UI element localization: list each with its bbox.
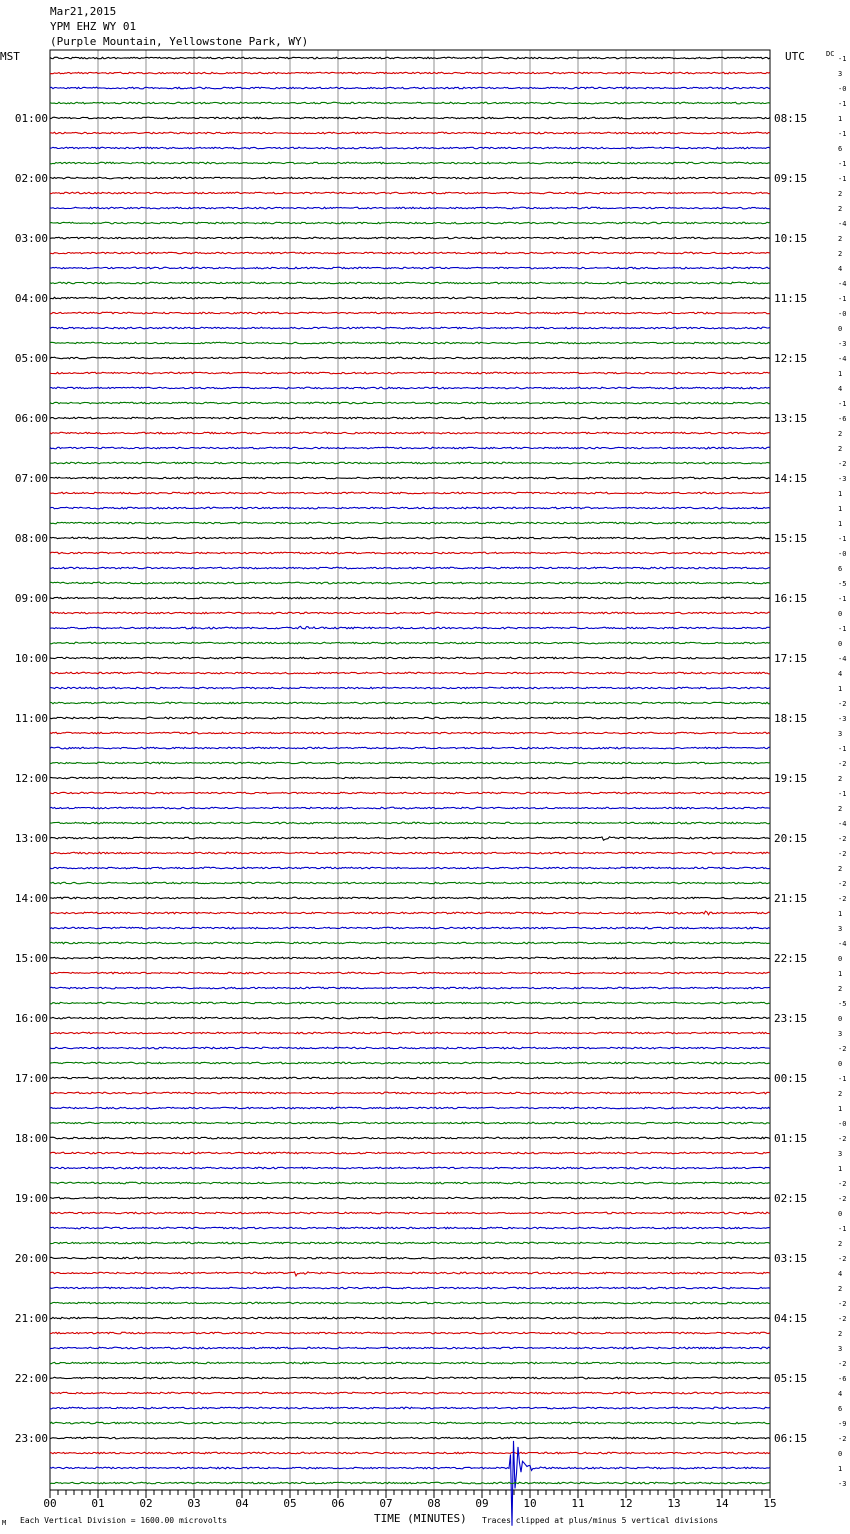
dc-offset-label: -2	[838, 835, 847, 843]
dc-offset-label: 4	[838, 1390, 843, 1398]
utc-hour-label: 17:15	[774, 652, 808, 665]
dc-offset-label: 2	[838, 445, 843, 453]
dc-offset-label: 1	[838, 490, 843, 498]
dc-offset-label: 0	[838, 955, 843, 963]
trace-line	[50, 582, 770, 584]
trace-line	[50, 807, 770, 809]
trace-line	[50, 537, 770, 539]
trace-line	[50, 822, 770, 824]
utc-hour-label: 06:15	[774, 1432, 808, 1445]
trace-line	[50, 447, 770, 449]
utc-hour-label: 03:15	[774, 1252, 808, 1265]
dc-offset-label: -1	[838, 160, 847, 168]
dc-offset-label: -2	[838, 700, 847, 708]
trace-line	[50, 147, 770, 149]
trace-line	[50, 507, 770, 509]
utc-hour-label: 13:15	[774, 412, 808, 425]
dc-offset-label: -5	[838, 580, 847, 588]
mst-hour-label: 14:00	[14, 892, 48, 905]
dc-offset-label: 2	[838, 1330, 843, 1338]
dc-offset-label: 3	[838, 925, 843, 933]
dc-offset-label: -2	[838, 1255, 847, 1263]
utc-hour-label: 01:15	[774, 1132, 808, 1145]
utc-hour-label: 05:15	[774, 1372, 808, 1385]
trace-line	[50, 1182, 770, 1184]
dc-offset-label: 1	[838, 115, 843, 123]
mst-hour-label: 19:00	[14, 1192, 48, 1205]
dc-offset-label: 1	[838, 910, 843, 918]
trace-line	[50, 942, 770, 944]
dc-offset-label: 3	[838, 1030, 843, 1038]
mst-hour-label: 12:00	[14, 772, 48, 785]
trace-line	[50, 717, 770, 719]
trace-line	[50, 1062, 770, 1064]
mst-hour-label: 01:00	[14, 112, 48, 125]
dc-offset-label: 2	[838, 190, 843, 198]
x-tick-label: 07	[379, 1497, 393, 1510]
mst-hour-label: 05:00	[14, 352, 48, 365]
dc-offset-label: 0	[838, 325, 843, 333]
scale-note: Each Vertical Division = 1600.00 microvolts	[20, 1516, 228, 1525]
trace-line	[50, 162, 770, 164]
trace-line	[50, 1092, 770, 1094]
utc-hour-label: 19:15	[774, 772, 808, 785]
trace-line	[50, 747, 770, 749]
trace-line	[50, 1227, 770, 1229]
plot-date: Mar21,2015	[50, 5, 117, 18]
trace-line	[50, 357, 770, 359]
utc-hour-label: 00:15	[774, 1072, 808, 1085]
trace-line	[50, 267, 770, 269]
trace-line	[50, 642, 770, 644]
mst-hour-label: 13:00	[14, 832, 48, 845]
dc-offset-label: -1	[838, 130, 847, 138]
dc-offset-label: -1	[838, 175, 847, 183]
trace-line	[50, 1002, 770, 1004]
dc-offset-label: -6	[838, 1375, 847, 1383]
trace-line	[50, 1077, 770, 1079]
utc-hour-label: 18:15	[774, 712, 808, 725]
dc-offset-label: 1	[838, 1105, 843, 1113]
x-tick-label: 01	[91, 1497, 105, 1510]
dc-offset-label: -3	[838, 340, 847, 348]
trace-line	[50, 1347, 770, 1349]
trace-line	[50, 1107, 770, 1109]
dc-offset-label: -3	[838, 715, 847, 723]
mst-hour-label: 08:00	[14, 532, 48, 545]
trace-line	[50, 612, 770, 614]
trace-line	[50, 927, 770, 929]
mst-hour-label: 23:00	[14, 1432, 48, 1445]
dc-offset-label: 1	[838, 970, 843, 978]
trace-line	[50, 87, 770, 89]
dc-offset-label: -2	[838, 1300, 847, 1308]
mst-hour-label: 02:00	[14, 172, 48, 185]
dc-offset-label: 3	[838, 1150, 843, 1158]
dc-offset-label: -6	[838, 415, 847, 423]
dc-offset-label: -1	[838, 400, 847, 408]
dc-offset-label: 2	[838, 865, 843, 873]
dc-offset-label: -2	[838, 895, 847, 903]
dc-offset-label: 4	[838, 670, 843, 678]
clip-note: Traces clipped at plus/minus 5 vertical divisions	[482, 1516, 719, 1525]
utc-axis-label: UTC	[785, 50, 805, 63]
trace-line	[50, 1197, 770, 1199]
trace-line	[50, 1362, 770, 1364]
x-tick-label: 10	[523, 1497, 537, 1510]
utc-hour-label: 12:15	[774, 352, 808, 365]
dc-offset-label: -4	[838, 820, 847, 828]
x-tick-label: 15	[763, 1497, 777, 1510]
trace-line	[50, 1122, 770, 1124]
mst-hour-label: 21:00	[14, 1312, 48, 1325]
trace-line	[50, 957, 770, 959]
station-location: (Purple Mountain, Yellowstone Park, WY)	[50, 35, 309, 48]
dc-offset-label: -3	[838, 1480, 847, 1488]
dc-offset-label: -2	[838, 1135, 847, 1143]
utc-hour-label: 16:15	[774, 592, 808, 605]
dc-offset-label: -2	[838, 880, 847, 888]
utc-hour-label: 15:15	[774, 532, 808, 545]
trace-line	[50, 837, 770, 840]
dc-offset-label: 0	[838, 1210, 843, 1218]
dc-offset-label: -0	[838, 85, 847, 93]
trace-line	[50, 387, 770, 389]
dc-offset-label: 1	[838, 1165, 843, 1173]
mst-hour-label: 17:00	[14, 1072, 48, 1085]
trace-line	[50, 417, 770, 419]
utc-hour-label: 04:15	[774, 1312, 808, 1325]
trace-line	[50, 792, 770, 794]
dc-offset-label: -4	[838, 220, 847, 228]
trace-line	[50, 1152, 770, 1154]
trace-line	[50, 1437, 770, 1439]
trace-line	[50, 777, 770, 779]
trace-line	[50, 477, 770, 479]
dc-offset-label: -1	[838, 100, 847, 108]
utc-hour-label: 10:15	[774, 232, 808, 245]
trace-line	[50, 987, 770, 989]
trace-line	[50, 1392, 770, 1394]
trace-line	[50, 132, 770, 134]
trace-line	[50, 372, 770, 374]
trace-line	[50, 732, 770, 734]
x-tick-label: 06	[331, 1497, 345, 1510]
trace-line	[50, 972, 770, 974]
trace-line	[50, 102, 770, 104]
trace-line	[50, 237, 770, 239]
dc-offset-label: 4	[838, 385, 843, 393]
dc-offset-label: 0	[838, 1450, 843, 1458]
dc-offset-label: 2	[838, 250, 843, 258]
dc-offset-label: 2	[838, 205, 843, 213]
dc-offset-label: 3	[838, 730, 843, 738]
mst-hour-label: 11:00	[14, 712, 48, 725]
trace-line	[50, 911, 770, 915]
trace-line	[50, 117, 770, 119]
trace-line	[50, 687, 770, 689]
dc-offset-label: -1	[838, 1225, 847, 1233]
plot-frame	[50, 50, 770, 1490]
trace-line	[50, 1212, 770, 1214]
dc-offset-label: -3	[838, 475, 847, 483]
trace-line	[50, 626, 770, 629]
trace-line	[50, 1407, 770, 1409]
dc-offset-label: 2	[838, 1090, 843, 1098]
trace-line	[50, 1272, 770, 1276]
trace-line	[50, 327, 770, 329]
dc-offset-label: -4	[838, 940, 847, 948]
dc-offset-label: 2	[838, 1285, 843, 1293]
dc-offset-label: -2	[838, 1180, 847, 1188]
dc-offset-label: -1	[838, 790, 847, 798]
utc-hour-label: 09:15	[774, 172, 808, 185]
trace-line	[50, 522, 770, 524]
mst-hour-label: 16:00	[14, 1012, 48, 1025]
dc-offset-label: -4	[838, 655, 847, 663]
dc-offset-label: -1	[838, 595, 847, 603]
dc-offset-label: -2	[838, 1045, 847, 1053]
trace-line	[50, 402, 770, 404]
utc-hour-label: 23:15	[774, 1012, 808, 1025]
utc-hour-label: 11:15	[774, 292, 808, 305]
dc-offset-label: 0	[838, 640, 843, 648]
dc-offset-label: -2	[838, 760, 847, 768]
trace-line	[50, 762, 770, 764]
mst-hour-label: 20:00	[14, 1252, 48, 1265]
dc-offset-label: 6	[838, 145, 843, 153]
trace-line	[50, 657, 770, 659]
x-tick-label: 00	[43, 1497, 57, 1510]
dc-offset-label: -2	[838, 1360, 847, 1368]
dc-offset-label: 4	[838, 265, 843, 273]
utc-hour-label: 22:15	[774, 952, 808, 965]
dc-offset-label: 2	[838, 430, 843, 438]
dc-offset-label: 0	[838, 1015, 843, 1023]
trace-line	[50, 702, 770, 704]
trace-line	[50, 462, 770, 464]
x-tick-label: 13	[667, 1497, 681, 1510]
x-tick-label: 03	[187, 1497, 201, 1510]
dc-offset-label: -2	[838, 1195, 847, 1203]
x-tick-label: 12	[619, 1497, 633, 1510]
mst-hour-label: 09:00	[14, 592, 48, 605]
dc-offset-label: -4	[838, 355, 847, 363]
mst-hour-label: 15:00	[14, 952, 48, 965]
trace-line	[50, 882, 770, 884]
x-axis-title: TIME (MINUTES)	[374, 1512, 467, 1525]
trace-line	[50, 432, 770, 434]
trace-line	[50, 177, 770, 179]
utc-hour-label: 08:15	[774, 112, 808, 125]
trace-line	[50, 1257, 770, 1259]
trace-line	[50, 1287, 770, 1289]
x-tick-label: 09	[475, 1497, 489, 1510]
dc-offset-label: 3	[838, 1345, 843, 1353]
utc-hour-label: 20:15	[774, 832, 808, 845]
trace-line	[50, 1047, 770, 1049]
trace-line	[50, 897, 770, 899]
trace-line	[50, 1137, 770, 1139]
dc-offset-label: 1	[838, 520, 843, 528]
utc-hour-label: 02:15	[774, 1192, 808, 1205]
dc-offset-label: 1	[838, 1465, 843, 1473]
dc-offset-label: -1	[838, 295, 847, 303]
dc-offset-label: 2	[838, 235, 843, 243]
x-tick-label: 02	[139, 1497, 153, 1510]
trace-line	[50, 222, 770, 224]
corner-mark: M	[2, 1519, 7, 1527]
trace-line	[50, 1377, 770, 1379]
trace-line	[50, 1302, 770, 1304]
trace-line	[50, 282, 770, 284]
x-tick-label: 05	[283, 1497, 297, 1510]
trace-line	[50, 342, 770, 344]
trace-line	[50, 1482, 770, 1484]
dc-offset-label: -2	[838, 460, 847, 468]
x-tick-label: 14	[715, 1497, 729, 1510]
trace-line	[50, 1332, 770, 1334]
mst-hour-label: 07:00	[14, 472, 48, 485]
trace-line	[50, 867, 770, 869]
dc-offset-label: 3	[838, 70, 843, 78]
dc-offset-label: 1	[838, 505, 843, 513]
dc-offset-label: -1	[838, 625, 847, 633]
trace-line	[50, 252, 770, 254]
trace-line	[50, 492, 770, 494]
utc-hour-label: 21:15	[774, 892, 808, 905]
dc-offset-label: 2	[838, 985, 843, 993]
dc-offset-label: -9	[838, 1420, 847, 1428]
dc-offset-label: -0	[838, 1120, 847, 1128]
station-code: YPM EHZ WY 01	[50, 20, 137, 33]
dc-offset-label: 2	[838, 775, 843, 783]
trace-line	[50, 1167, 770, 1169]
dc-offset-label: 1	[838, 370, 843, 378]
x-tick-label: 04	[235, 1497, 249, 1510]
dc-offset-label: -1	[838, 535, 847, 543]
dc-offset-label: 2	[838, 1240, 843, 1248]
trace-line	[50, 1317, 770, 1319]
trace-line	[50, 1032, 770, 1034]
trace-line	[50, 1422, 770, 1424]
mst-hour-label: 03:00	[14, 232, 48, 245]
dc-offset-label: 0	[838, 1060, 843, 1068]
trace-line	[50, 567, 770, 569]
dc-offset-label: -4	[838, 280, 847, 288]
dc-offset-label: -1	[838, 1075, 847, 1083]
trace-line	[50, 297, 770, 299]
trace-line	[50, 312, 770, 314]
dc-offset-label: -2	[838, 1315, 847, 1323]
x-tick-label: 11	[571, 1497, 585, 1510]
dc-offset-label: -1	[838, 745, 847, 753]
dc-offset-label: 6	[838, 565, 843, 573]
dc-offset-label: -1	[838, 55, 847, 63]
trace-line	[50, 1242, 770, 1244]
trace-line	[50, 207, 770, 209]
mst-hour-label: 10:00	[14, 652, 48, 665]
utc-hour-label: 14:15	[774, 472, 808, 485]
trace-line	[50, 57, 770, 59]
mst-hour-label: 18:00	[14, 1132, 48, 1145]
dc-offset-label: 0	[838, 610, 843, 618]
dc-offset-label: -0	[838, 550, 847, 558]
dc-offset-label: 4	[838, 1270, 843, 1278]
x-tick-label: 08	[427, 1497, 441, 1510]
dc-offset-label: -5	[838, 1000, 847, 1008]
trace-line	[50, 597, 770, 599]
dc-offset-label: -0	[838, 310, 847, 318]
trace-line	[50, 192, 770, 194]
mst-hour-label: 06:00	[14, 412, 48, 425]
dc-offset-label: 2	[838, 805, 843, 813]
mst-hour-label: 22:00	[14, 1372, 48, 1385]
trace-line	[50, 1017, 770, 1019]
dc-offset-label: -2	[838, 1435, 847, 1443]
trace-line	[50, 852, 770, 854]
dc-offset-label: 6	[838, 1405, 843, 1413]
dc-offset-label: -2	[838, 850, 847, 858]
dc-offset-label: 1	[838, 685, 843, 693]
trace-line	[50, 552, 770, 554]
dc-label: DC	[826, 50, 835, 58]
mst-hour-label: 04:00	[14, 292, 48, 305]
mst-axis-label: MST	[0, 50, 20, 63]
trace-line	[50, 1452, 770, 1454]
trace-line	[50, 672, 770, 674]
trace-line	[50, 72, 770, 74]
